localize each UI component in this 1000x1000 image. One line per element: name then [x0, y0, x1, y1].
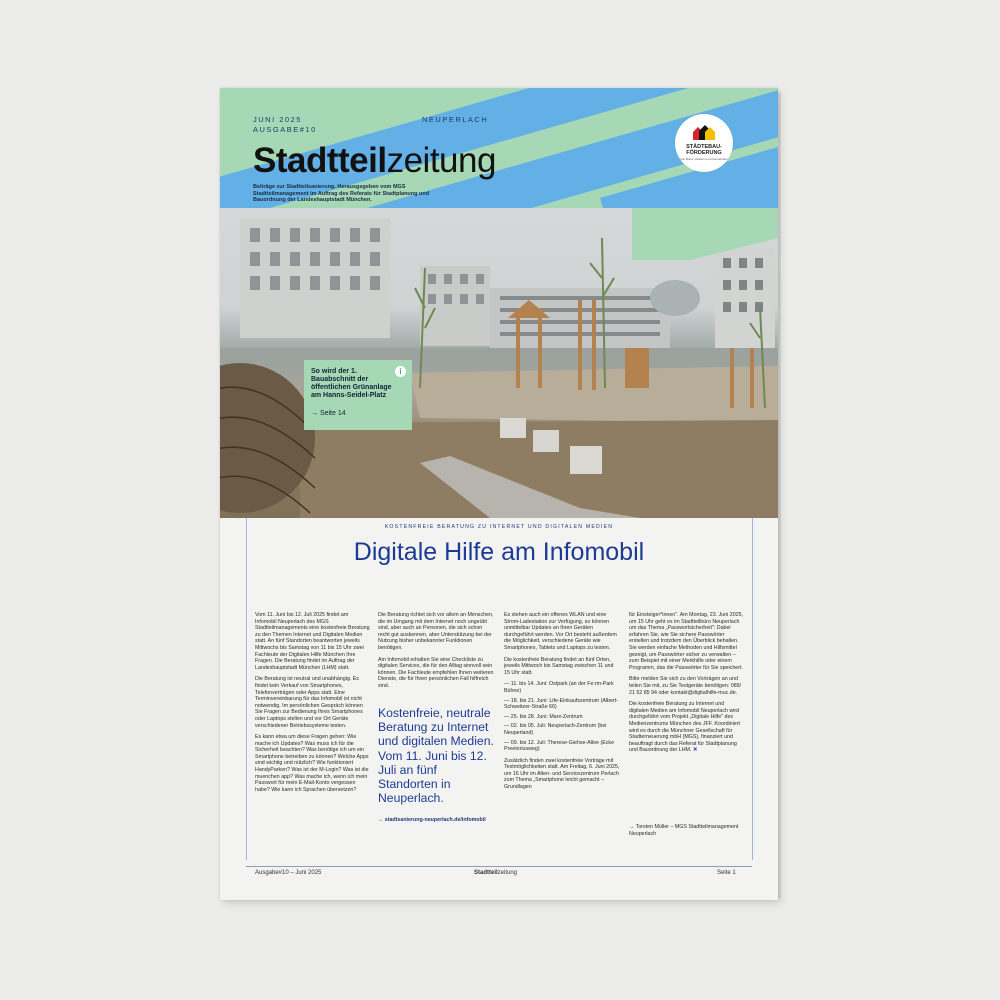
- paragraph: Bitte melden Sie sich zu den Vorträgen an und teilen Sie mit, zu Sie Testgeräte benötigen: 089/ 21 52 85 94 oder kontakt@digitalhilfe-muc.de.: [629, 676, 742, 696]
- paragraph: Die kostenfreie Beratung findet an fünf Orten, jeweils Mittwoch bis Samstag zwischen 11 und 15 Uhr statt.: [504, 656, 614, 676]
- footer-title-light: zeitung: [497, 870, 518, 876]
- location-item: — 18. bis 21. Juni: Life-Einkaufszentrum (Albert-Schweitzer-Straße 66): [504, 697, 618, 711]
- masthead-title: [253, 141, 496, 181]
- cover-callout[interactable]: [304, 360, 412, 430]
- info-icon: i: [395, 366, 406, 377]
- pull-quote: Kostenfreie, neutrale Beratung zu Internet und digitalen Medien. Vom 11. Juni bis 12. Juli an fünf Standorten in Neuperlach.: [378, 706, 494, 806]
- article-column-3: [504, 612, 620, 796]
- district-label: NEUPERLACH: [422, 115, 489, 124]
- paragraph: Die Beratung ist neutral und unabhängig. Es findet kein Verkauf von Smartphones, Telefonverträgen oder Apps statt. Eine Terminvereinbarung für das Infomobil ist nicht notwendig. Im persönlichen Gespräch können Sie Fragen zur Bedienung Ihres Smartphones oder Laptops stellen und vor Ort Geräte verschiedener Betriebssysteme testen.: [255, 676, 363, 729]
- article-column-1: [255, 612, 371, 798]
- article-column-4: [629, 612, 745, 759]
- masthead: [220, 88, 778, 208]
- column-rule: [246, 518, 247, 860]
- issue-number: AUSGABE#10: [253, 125, 317, 134]
- cover-photo: [220, 208, 778, 518]
- footer-page-number: Seite 1: [717, 870, 736, 876]
- footer-title: [474, 870, 517, 876]
- paragraph: Zusätzlich finden zwei kostenfreie Vorträge mit Testmöglichkeiten statt. Am Freitag, 6. Juni 2025, um 16 Uhr im Alten- und Servicezentrum Perlach zum Thema „Smartphone leicht gemacht – Grundlagen: [504, 757, 620, 791]
- callout-page-link[interactable]: → Seite 14: [311, 410, 346, 417]
- callout-text: So wird der 1. Bauabschnitt der öffentlichen Grünanlage am Hanns-Seidel-Platz: [311, 368, 392, 399]
- location-item: — 25. bis 28. Juni: Marx-Zentrum: [504, 713, 583, 720]
- infomobil-link[interactable]: → stadtsanierung-neuperlach.de/infomobil: [378, 817, 486, 823]
- paper-edge: [778, 92, 781, 898]
- column-rule: [752, 518, 753, 860]
- paragraph: Es kann etwa um diese Fragen gehen: Wie mache ich Updates? Was muss ich für die Sicherheit beachten? Was benötige ich um ein Smartphone betreiben zu können? Welche Apps sind wichtig und nützlich? Wie funktioniert HandyParken? Was ist der M-Login? Was ist die muenchen app? Was mache ich, wenn ich mein Passwort für mein E-Mail-Konto vergessen habe? Wie kann ich Sprachen übersetzen?: [255, 734, 369, 793]
- logo-text: STÄDTEBAU-FÖRDERUNG: [686, 144, 722, 156]
- end-mark-icon: ✕: [692, 747, 698, 754]
- logo-subtext: von Bund, Ländern und Gemeinden: [680, 157, 728, 161]
- location-item: — 11. bis 14. Juni: Ostpark (an der Fe:rm-Park Bühne): [504, 681, 614, 694]
- footer-title-bold: Stadtteil: [474, 870, 498, 876]
- paragraph: für Einsteiger*innen". Am Montag, 23. Juni 2025, um 15 Uhr geht es im Stadtteilbüro Neuperlach um das Thema „Passwortsicherheit": Dabei erfahren Sie, wie Sie sichere Passwörter erstellen und trotzdem den Überblick behalten. Sie werden einfache Methoden und Hilfsmittel gezeigt, um Passwörter sicher zu verwalten – zum Beispiel mit einer Merkhilfe oder einem Programm, das die Passwörter für Sie speichert.: [629, 612, 744, 671]
- paragraph: Am Infomobil erhalten Sie eine Checkliste zu digitalen Services, die für den Alltag sinnvoll sein können. Die Fachleute empfehlen Ihnen weiteren Dienste, die für Ihren persönlichen Fall hilfreich sind.: [378, 656, 494, 689]
- masthead-subtitle: Beiträge zur Stadtteilsanierung. Herausgegeben vom MGS Stadtteilmanagement im Auftrag des Referats für Stadtplanung und Bauordnung der Landeshauptstadt München.: [253, 184, 430, 204]
- article-column-2: [378, 612, 494, 695]
- paragraph-text: Die kostenfreie Beratung zu Internet und digitalen Medien am Infomobil Neuperlach wird durchgeführt vom Projekt „Digitale Hilfe" des Medienzentrums München des JFF. Koordiniert wird es durch die Münchner Gesellschaft für Stadterneuerung mbH (MGS), finanziert und beauftragt durch das Referat für Stadtplanung und Bauordnung der LHM.: [629, 701, 740, 754]
- footer-divider: [246, 866, 752, 867]
- header-extension-shape: [632, 208, 778, 238]
- location-item: — 02. bis 05. Juli: Neuperlach-Zentrum (bei Neuperland): [504, 723, 607, 736]
- location-item: — 09. bis 12. Juli: Therese-Giehse-Allee (Ecke Preetoriusweg): [504, 739, 615, 753]
- article-kicker: KOSTENFREIE BERATUNG ZU INTERNET UND DIGITALEN MEDIEN: [384, 524, 614, 530]
- paragraph: Vom 11. Juni bis 12. Juli 2025 findet am Infomobil Neuperlach des MGS Stadtteilmanagements eine kostenfreie Beratung zu den Themen Internet und Digitalen Medien statt. An fünf Standorten beantworten jeweils Mittwochs bis Samstag von 11 bis 15 Uhr zwei Fachleute der Digitalen Hilfe München Ihre Fragen. Die Beratung findet im Auftrag der Landeshauptstadt München (LHM) statt.: [255, 612, 370, 671]
- title-bold: Stadtteil: [253, 141, 387, 180]
- article-headline: Digitale Hilfe am Infomobil: [353, 538, 645, 566]
- title-light: zeitung: [386, 141, 496, 180]
- paragraph: [629, 701, 745, 754]
- article: [220, 518, 778, 900]
- staedtebau-logo: [675, 114, 733, 172]
- newspaper-page: [220, 88, 778, 900]
- paragraph: Es stehen auch ein offenes WLAN und eine Strom-Ladestation zur Verfügung, so können unmittelbar Updates an Ihren Geräten durchgeführt werden. Vor Ort besteht außerdem die Möglichkeit, verschiedene Geräte wie Smartphones, Tablets und Laptops zu testen.: [504, 612, 617, 651]
- issue-month: JUNI 2025: [253, 115, 302, 124]
- footer-issue: Ausgabe#10 – Juni 2025: [255, 870, 322, 876]
- author-signature: → Torsten Müller – MGS Stadtteilmanagement Neuperlach: [629, 824, 739, 837]
- houses-icon: [692, 123, 716, 141]
- paragraph: Die Beratung richtet sich vor allem an Menschen, die im Umgang mit dem Internet noch ungeübt sind, aber auch an Personen, die sich schon recht gut auskennen, aber Unterstützung bei der Nutzung bisher unbekannter Funktionen benötigen.: [378, 612, 494, 651]
